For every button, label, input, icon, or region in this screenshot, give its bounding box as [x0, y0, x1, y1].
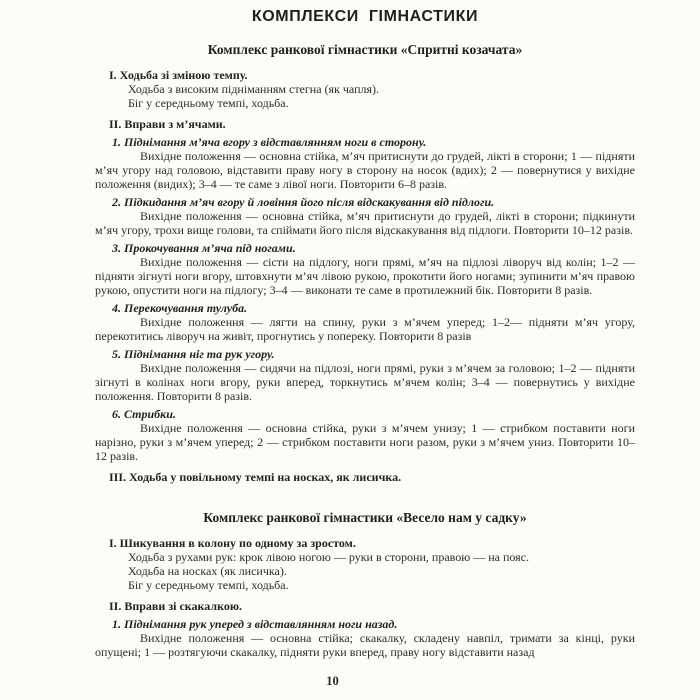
- rope-exercise-1-heading: 1. Піднімання рук уперед з відставлянням ноги назад.: [112, 617, 398, 631]
- part1-formation-heading: I. Шикування в колону по одному за зростом.: [109, 536, 356, 550]
- section-sprytni-kozachata: [95, 42, 635, 484]
- exercise-4-description: Вихідне положення — лягти на спину, руки з м’ячем уперед; 1–2— підняти м’яч угору, перекотитись ліворуч на живіт, прогнутись у попереку. Повторити 8 разів: [95, 315, 635, 343]
- formation-line-2: Ходьба на носках (як лисичка).: [128, 564, 287, 578]
- exercise-6-description: Вихідне положення — основна стійка, руки з м’ячем унизу; 1 — стрибком поставити ноги нарізно, руки з м’ячем уперед; 2 — стрибком поставити ноги разом, руки з м’ячем униз. Повторити 10–12 разів.: [95, 421, 635, 463]
- rope-exercise-1-description: Вихідне положення — основна стійка; скакалку, складену навпіл, тримати за кінці, руки опущені; 1 — розтягуючи скакалку, підняти руки вперед, праву ногу відставити назад: [95, 631, 635, 659]
- part2-rope-exercises-heading: II. Вправи зі скакалкою.: [109, 599, 243, 613]
- formation-line-3: Біг у середньому темпі, ходьба.: [128, 578, 289, 592]
- part2-exercises-heading: II. Вправи з м’ячами.: [109, 117, 226, 131]
- page-title: КОМПЛЕКСИ ГІМНАСТИКИ: [251, 8, 479, 25]
- part1-walking-heading: I. Ходьба зі зміною темпу.: [109, 68, 248, 82]
- walking-line-1: Ходьба з високим підніманням стегна (як чапля).: [128, 82, 380, 96]
- exercise-3-heading: 3. Прокочування м’яча під ногами.: [112, 241, 296, 255]
- exercise-3-description: Вихідне положення — сісти на підлогу, ноги прямі, м’яч на підлозі ліворуч від колін; 1–2 — підняти зігнуті ноги вгору, штовхнути м’яч лівою рукою, прокотити його ногами; зупинити м’яч правою рукою, опустити ноги на підлогу; 3–4 — виконати те саме в протилежний бік. Повторити 8 разів.: [95, 255, 635, 297]
- exercise-1-heading: 1. Піднімання м’яча вгору з відставлянням ноги в сторону.: [112, 135, 427, 149]
- exercise-5-heading: 5. Піднімання ніг та рук угору.: [112, 347, 275, 361]
- exercise-2-heading: 2. Підкидання м’яч вгору й ловіння його після відскакування від підлоги.: [112, 195, 495, 209]
- part3-final-walking-heading: III. Ходьба у повільному темпі на носках, як лисичка.: [109, 470, 402, 484]
- page-number: 10: [326, 674, 339, 688]
- exercise-6-heading: 6. Стрибки.: [112, 407, 176, 421]
- exercise-2-description: Вихідне положення — основна стійка, м’яч притиснути до грудей, лікті в сторони; підкинути м’яч угору, трохи вище голови, та спіймати його після відскакування від підлоги. Повторити 10–12 разів.: [95, 209, 635, 237]
- complex1-heading: Комплекс ранкової гімнастики «Спритні козачата»: [207, 42, 523, 57]
- exercise-4-heading: 4. Перекочування тулуба.: [112, 301, 248, 315]
- walking-line-2: Біг у середньому темпі, ходьба.: [128, 96, 289, 110]
- formation-line-1: Ходьба з рухами рук: крок лівою ногою — руки в сторони, правою — на пояс.: [128, 550, 529, 564]
- complex2-heading: Комплекс ранкової гімнастики «Весело нам у садку»: [203, 510, 527, 525]
- exercise-5-description: Вихідне положення — сидячи на підлозі, ноги прямі, руки з м’ячем за головою; 1–2 — підняти зігнуті в колінах ноги вгору, руки вперед, торкнутись м’ячем колін; 3–4 — повернутись у вихідне положення. Повторити 8 разів.: [95, 361, 635, 403]
- section-veselo-nam-u-sadku: [95, 510, 635, 659]
- exercise-1-description: Вихідне положення — основна стійка, м’яч притиснути до грудей, лікті в сторони; 1 — підняти м’яч угору над головою, відставити праву ногу в сторону на носок (вдих); 2 — повернутися у вихідне положення (видих); 3–4 — те саме з лівої ноги. Повторити 6–8 разів.: [95, 149, 635, 191]
